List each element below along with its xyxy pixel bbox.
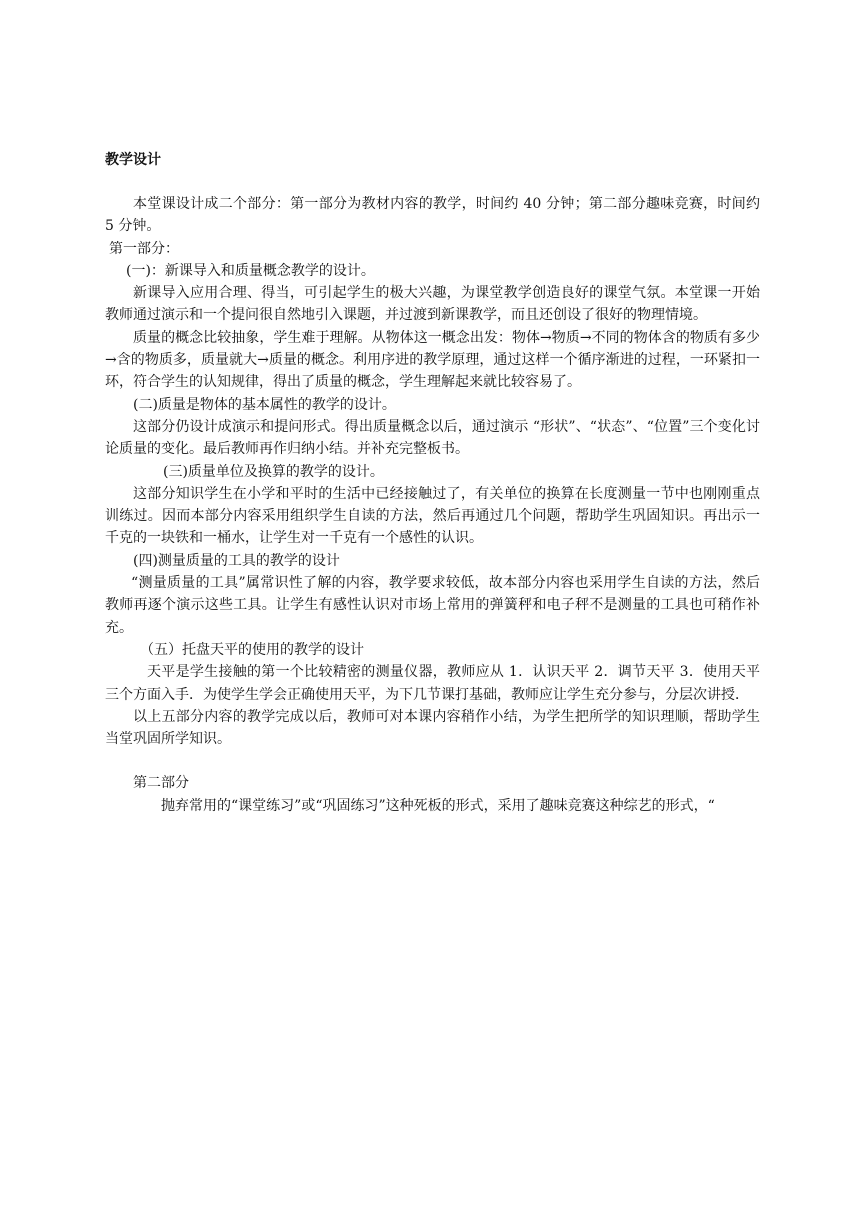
section1-paragraph-2: 质量的概念比较抽象，学生难于理解。从物体这一概念出发：物体→物质→不同的物体含的物质有多少→含的物质多，质量就大→质量的概念。利用序进的教学原理，通过这样一个循序渐进的过程，一环紧扣一环，符合学生的认知规律，得出了质量的概念，学生理解起来就比较容易了。 [105, 329, 760, 391]
part1-label: 第一部分： [109, 240, 179, 257]
section4-paragraph: “测量质量的工具”属常识性了解的内容，教学要求较低，故本部分内容也采用学生自读的方法，然后教师再逐个演示这些工具。让学生有感性认识对市场上常用的弹簧秤和电子秤不是测量的工具也可稍作补充。 [105, 575, 760, 636]
section3-title: (三)质量单位及换算的教学的设计。 [163, 463, 384, 480]
section5-title: （五）托盘天平的使用的教学的设计 [140, 641, 364, 658]
part2-label: 第二部分 [133, 775, 189, 792]
part2-paragraph: 抛弃常用的“课堂练习”或“巩固练习”这种死板的形式，采用了趣味竞赛这种综艺的形式，“ [161, 797, 715, 814]
section2-title: (二)质量是物体的基本属性的教学的设计。 [133, 396, 396, 413]
section5-paragraph: 天平是学生接触的第一个比较精密的测量仪器，教师应从 1．认识天平 2．调节天平 3．使用天平三个方面入手．为使学生学会正确使用天平，为下几节课打基础，教师应让学生充分参与，分层次讲授． [105, 664, 760, 703]
section1-title: (一)：新课导入和质量概念教学的设计。 [126, 262, 375, 279]
section2-paragraph: 这部分仍设计成演示和提问形式。得出质量概念以后，通过演示 “形状”、“状态”、“位置”三个变化讨论质量的变化。最后教师再作归纳小结。并补充完整板书。 [105, 418, 760, 458]
document-title: 教学设计 [105, 152, 161, 168]
paragraph-spacer [105, 750, 760, 772]
summary-paragraph: 以上五部分内容的教学完成以后，教师可对本课内容稍作小结，为学生把所学的知识理顺，帮助学生当堂巩固所学知识。 [105, 708, 760, 748]
document-body [105, 193, 760, 817]
intro-paragraph: 本堂课设计成二个部分：第一部分为教材内容的教学，时间约 40 分钟；第二部分趣味竞赛，时间约 5 分钟。 [105, 196, 760, 235]
section3-paragraph: 这部分知识学生在小学和平时的生活中已经接触过了，有关单位的换算在长度测量一节中也刚刚重点训练过。因而本部分内容采用组织学生自读的方法，然后再通过几个问题，帮助学生巩固知识。再出示一千克的一块铁和一桶水，让学生对一千克有一个感性的认识。 [105, 485, 760, 547]
section4-title: (四)测量质量的工具的教学的设计 [133, 552, 340, 569]
section1-paragraph-1: 新课导入应用合理、得当，可引起学生的极大兴趣，为课堂教学创造良好的课堂气氛。本堂课一开始教师通过演示和一个提问很自然地引入课题，并过渡到新课教学，而且还创设了很好的物理情境。 [105, 285, 760, 324]
